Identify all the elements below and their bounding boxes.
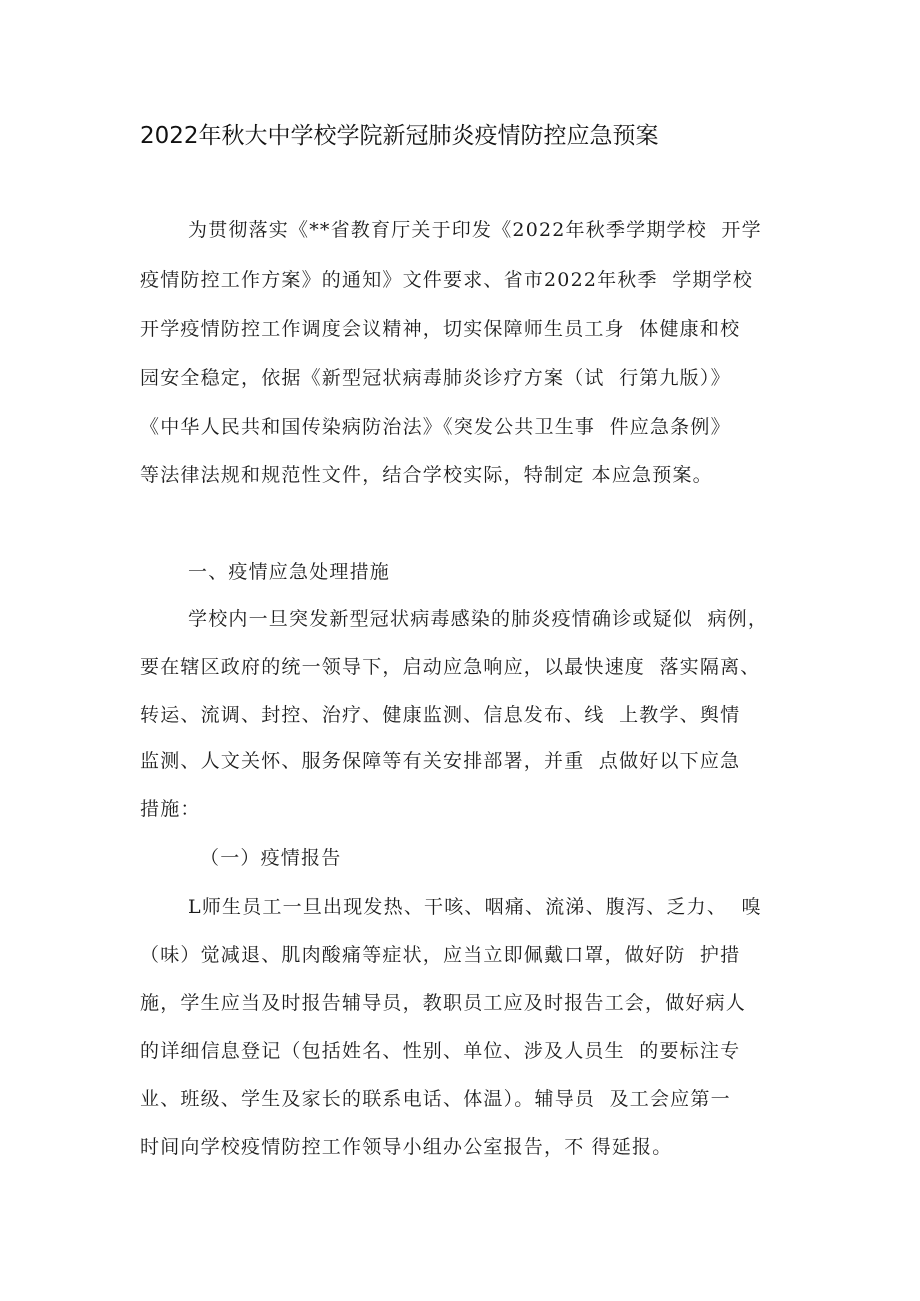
subsection-line: L师生员工一旦出现发热、干咳、咽痛、流涕、腹泻、乏力、 嗅 [188,896,762,918]
intro-line: 开学疫情防控工作调度会议精神，切实保障师生员工身 体健康和校 [140,318,741,340]
intro-line: 为贯彻落实《**省教育厅关于印发《2022年秋季学期学校 开学 [188,219,762,241]
section-line: 措施： [140,798,201,820]
subsection-line: 施，学生应当及时报告辅导员，教职员工应及时报告工会，做好病人 [140,992,747,1014]
subsection-line: 的详细信息登记（包括姓名、性别、单位、涉及人员生 的要标注专 [140,1040,741,1062]
subsection-line: 时间向学校疫情防控工作领导小组办公室报告，不 得延报。 [140,1136,673,1158]
subsection-line: 业、班级、学生及家长的联系电话、体温）。辅导员 及工会应第一 [140,1088,731,1110]
subsection-line: （味）觉减退、肌肉酸痛等症状，应当立即佩戴口罩，做好防 护措 [140,944,741,966]
intro-line: 园安全稳定，依据《新型冠状病毒肺炎诊疗方案（试 行第九版）》 [140,367,731,389]
document-title: 2022年秋大中学校学院新冠肺炎疫情防控应急预案 [140,123,659,149]
section-line: 转运、流调、封控、治疗、健康监测、信息发布、线 上教学、舆情 [140,704,741,726]
intro-line: 等法律法规和规范性文件，结合学校实际，特制定 本应急预案。 [140,464,713,486]
section-line: 监测、人文关怀、服务保障等有关安排部署，并重 点做好以下应急 [140,750,741,772]
intro-line: 疫情防控工作方案》的通知》文件要求、省市2022年秋季 学期学校 [140,269,754,291]
subsection-heading: （一）疫情报告 [200,847,342,869]
section-heading: 一、疫情应急处理措施 [188,561,391,583]
section-line: 学校内一旦突发新型冠状病毒感染的肺炎疫情确诊或疑似 病例， [188,608,769,630]
intro-line: 《中华人民共和国传染病防治法》《突发公共卫生事 件应急条例》 [140,416,731,438]
section-line: 要在辖区政府的统一领导下，启动应急响应，以最快速度 落实隔离、 [140,656,761,678]
